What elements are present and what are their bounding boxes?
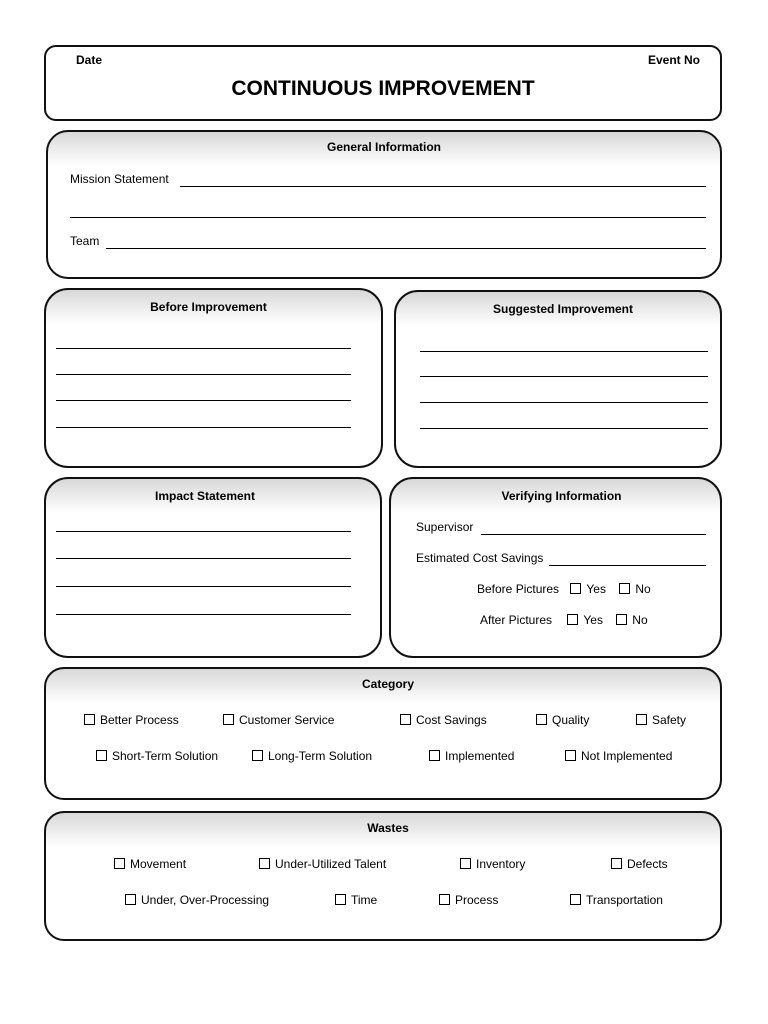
wastes-section [44, 811, 722, 941]
checkbox-icon [223, 714, 234, 725]
verifying-information-section [389, 477, 722, 658]
checkbox-icon [400, 714, 411, 725]
after-pictures-yes-checkbox[interactable] [567, 613, 603, 627]
mission-statement-label: Mission Statement [70, 172, 169, 186]
header-box [44, 45, 722, 121]
estimated-cost-savings-label: Estimated Cost Savings [416, 551, 544, 565]
after-pictures-row [480, 613, 648, 627]
checkbox-icon [616, 614, 627, 625]
movement-label: Movement [130, 857, 187, 871]
defects-checkbox[interactable] [611, 857, 668, 871]
after-pictures-no-label: No [632, 613, 648, 627]
wastes-title: Wastes [367, 821, 409, 835]
defects-label: Defects [627, 857, 668, 871]
under-utilized-talent-checkbox[interactable] [259, 857, 386, 871]
impact-statement-line-4[interactable] [56, 614, 351, 615]
safety-checkbox[interactable] [636, 713, 686, 727]
safety-label: Safety [652, 713, 687, 727]
before-pictures-no-checkbox[interactable] [619, 582, 650, 596]
checkbox-icon [570, 583, 581, 594]
transportation-checkbox[interactable] [570, 893, 663, 907]
checkbox-icon [429, 750, 440, 761]
team-label: Team [70, 234, 100, 248]
under-utilized-talent-label: Under-Utilized Talent [275, 857, 387, 871]
checkbox-icon [619, 583, 630, 594]
process-checkbox[interactable] [439, 893, 498, 907]
impact-statement-line-1[interactable] [56, 531, 351, 532]
checkbox-icon [259, 858, 270, 869]
before-improvement-line-4[interactable] [56, 427, 351, 428]
before-pictures-label: Before Pictures [477, 582, 560, 596]
verifying-information-title: Verifying Information [501, 489, 622, 503]
checkbox-icon [565, 750, 576, 761]
mission-statement-field[interactable] [180, 186, 706, 187]
better-process-label: Better Process [100, 713, 179, 727]
short-term-solution-label: Short-Term Solution [112, 749, 219, 763]
under-over-processing-label: Under, Over-Processing [141, 893, 270, 907]
better-process-checkbox[interactable] [84, 713, 179, 727]
before-improvement-line-2[interactable] [56, 374, 351, 375]
before-pictures-row [477, 582, 651, 596]
checkbox-icon [96, 750, 107, 761]
checkbox-icon [536, 714, 547, 725]
date-label: Date [76, 53, 103, 67]
checkbox-icon [335, 894, 346, 905]
checkbox-icon [125, 894, 136, 905]
before-pictures-no-label: No [635, 582, 651, 596]
process-label: Process [455, 893, 499, 907]
checkbox-icon [611, 858, 622, 869]
page-title: CONTINUOUS IMPROVEMENT [231, 77, 535, 100]
long-term-solution-checkbox[interactable] [252, 749, 372, 763]
suggested-improvement-title: Suggested Improvement [492, 302, 634, 316]
implemented-label: Implemented [445, 749, 515, 763]
checkbox-icon [114, 858, 125, 869]
long-term-solution-label: Long-Term Solution [268, 749, 373, 763]
checkbox-icon [439, 894, 450, 905]
category-title: Category [361, 677, 414, 691]
general-information-section [46, 130, 722, 279]
inventory-label: Inventory [476, 857, 526, 871]
movement-checkbox[interactable] [114, 857, 186, 871]
checkbox-icon [460, 858, 471, 869]
impact-statement-section [44, 477, 382, 658]
impact-statement-line-3[interactable] [56, 586, 351, 587]
suggested-improvement-line-3[interactable] [420, 402, 708, 403]
quality-label: Quality [552, 713, 590, 727]
mission-statement-field-line-2[interactable] [70, 217, 706, 218]
transportation-label: Transportation [586, 893, 663, 907]
supervisor-label: Supervisor [416, 520, 474, 534]
suggested-improvement-section [394, 290, 722, 468]
suggested-improvement-line-2[interactable] [420, 376, 708, 377]
before-improvement-title: Before Improvement [150, 300, 267, 314]
checkbox-icon [570, 894, 581, 905]
customer-service-checkbox[interactable] [223, 713, 334, 727]
checkbox-icon [567, 614, 578, 625]
general-information-title: General Information [326, 140, 442, 154]
before-improvement-line-3[interactable] [56, 400, 351, 401]
checkbox-icon [84, 714, 95, 725]
before-pictures-yes-label: Yes [586, 582, 606, 596]
after-pictures-no-checkbox[interactable] [616, 613, 647, 627]
before-pictures-yes-checkbox[interactable] [570, 582, 606, 596]
estimated-cost-savings-field[interactable] [549, 565, 706, 566]
not-implemented-label: Not Implemented [581, 749, 673, 763]
suggested-improvement-line-1[interactable] [420, 351, 708, 352]
event-no-label: Event No [647, 53, 700, 67]
customer-service-label: Customer Service [239, 713, 335, 727]
implemented-checkbox[interactable] [429, 749, 514, 763]
suggested-improvement-line-4[interactable] [420, 428, 708, 429]
before-improvement-line-1[interactable] [56, 348, 351, 349]
impact-statement-line-2[interactable] [56, 558, 351, 559]
after-pictures-yes-label: Yes [583, 613, 603, 627]
not-implemented-checkbox[interactable] [565, 749, 672, 763]
short-term-solution-checkbox[interactable] [96, 749, 218, 763]
under-over-processing-checkbox[interactable] [125, 893, 269, 907]
time-checkbox[interactable] [335, 893, 377, 907]
checkbox-icon [636, 714, 647, 725]
team-field[interactable] [106, 248, 706, 249]
cost-savings-label: Cost Savings [416, 713, 487, 727]
time-label: Time [351, 893, 378, 907]
category-section [44, 667, 722, 800]
cost-savings-checkbox[interactable] [400, 713, 487, 727]
checkbox-icon [252, 750, 263, 761]
supervisor-field[interactable] [481, 534, 706, 535]
impact-statement-title: Impact Statement [154, 489, 256, 503]
after-pictures-label: After Pictures [480, 613, 553, 627]
quality-checkbox[interactable] [536, 713, 589, 727]
inventory-checkbox[interactable] [460, 857, 525, 871]
before-improvement-section [44, 288, 383, 468]
